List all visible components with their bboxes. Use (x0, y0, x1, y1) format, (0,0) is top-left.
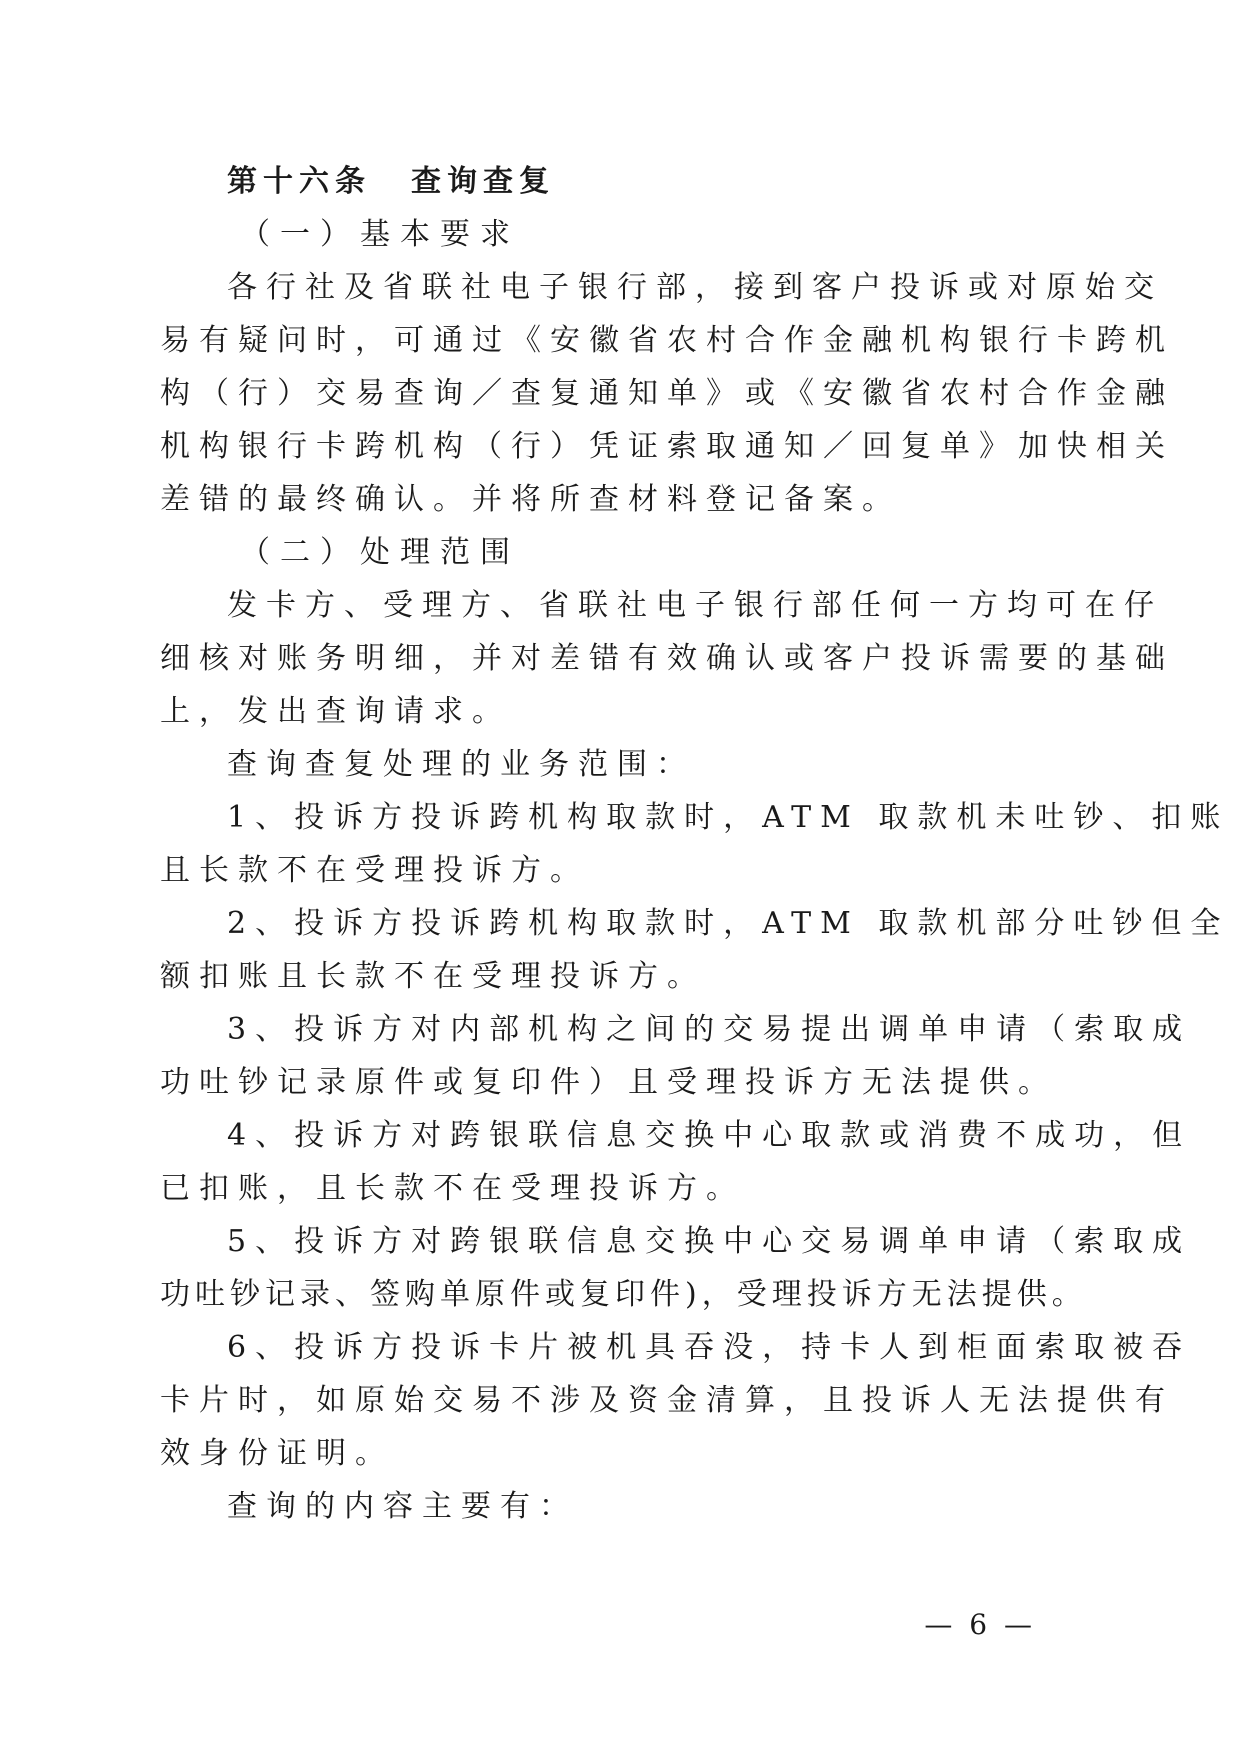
list-item-2: 2、投诉方投诉跨机构取款时，ATM 取款机部分吐钞但全 (227, 906, 1230, 941)
paragraph-line: 细核对账务明细，并对差错有效确认或客户投诉需要的基础 (160, 641, 1174, 676)
list-item-2-cont: 额扣账且长款不在受理投诉方。 (160, 959, 706, 994)
list-item-4: 4、投诉方对跨银联信息交换中心取款或消费不成功，但 (227, 1118, 1192, 1153)
paragraph-line: 上，发出查询请求。 (160, 694, 511, 729)
paragraph-line: 构（行）交易查询／查复通知单》或《安徽省农村合作金融 (160, 376, 1174, 411)
page-number: — 6 — (924, 1608, 1036, 1641)
list-item-1-cont: 且长款不在受理投诉方。 (160, 853, 589, 888)
article-heading (160, 155, 1080, 208)
paragraph-line: 差错的最终确认。并将所查材料登记备案。 (160, 482, 901, 517)
document-body (160, 155, 1230, 1533)
scope-intro: 查询查复处理的业务范围： (227, 747, 695, 782)
list-item-4-cont: 已扣账，且长款不在受理投诉方。 (160, 1171, 745, 1206)
section-heading-basic-requirements: （一）基本要求 (240, 217, 520, 252)
paragraph-line: 机构银行卡跨机构（行）凭证索取通知／回复单》加快相关 (160, 429, 1174, 464)
article-number: 第十六条 (227, 164, 371, 199)
list-item-6-cont: 卡片时，如原始交易不涉及资金清算，且投诉人无法提供有 (160, 1383, 1174, 1418)
paragraph-line: 发卡方、受理方、省联社电子银行部任何一方均可在仔 (227, 588, 1163, 623)
list-item-6-cont: 效身份证明。 (160, 1436, 394, 1471)
section-heading-processing-scope: （二）处理范围 (240, 535, 520, 570)
list-item-6: 6、投诉方投诉卡片被机具吞没，持卡人到柜面索取被吞 (227, 1330, 1192, 1365)
content-intro: 查询的内容主要有： (227, 1489, 578, 1524)
list-item-5-cont: 功吐钞记录、签购单原件或复印件)，受理投诉方无法提供。 (160, 1277, 1087, 1312)
list-item-1: 1、投诉方投诉跨机构取款时，ATM 取款机未吐钞、扣账 (227, 800, 1230, 835)
paragraph-line: 各行社及省联社电子银行部，接到客户投诉或对原始交 (227, 270, 1163, 305)
article-title: 查询查复 (411, 164, 555, 199)
list-item-3-cont: 功吐钞记录原件或复印件）且受理投诉方无法提供。 (160, 1065, 1057, 1100)
list-item-5: 5、投诉方对跨银联信息交换中心交易调单申请（索取成 (227, 1224, 1192, 1259)
paragraph-line: 易有疑问时，可通过《安徽省农村合作金融机构银行卡跨机 (160, 323, 1174, 358)
list-item-3: 3、投诉方对内部机构之间的交易提出调单申请（索取成 (227, 1012, 1192, 1047)
